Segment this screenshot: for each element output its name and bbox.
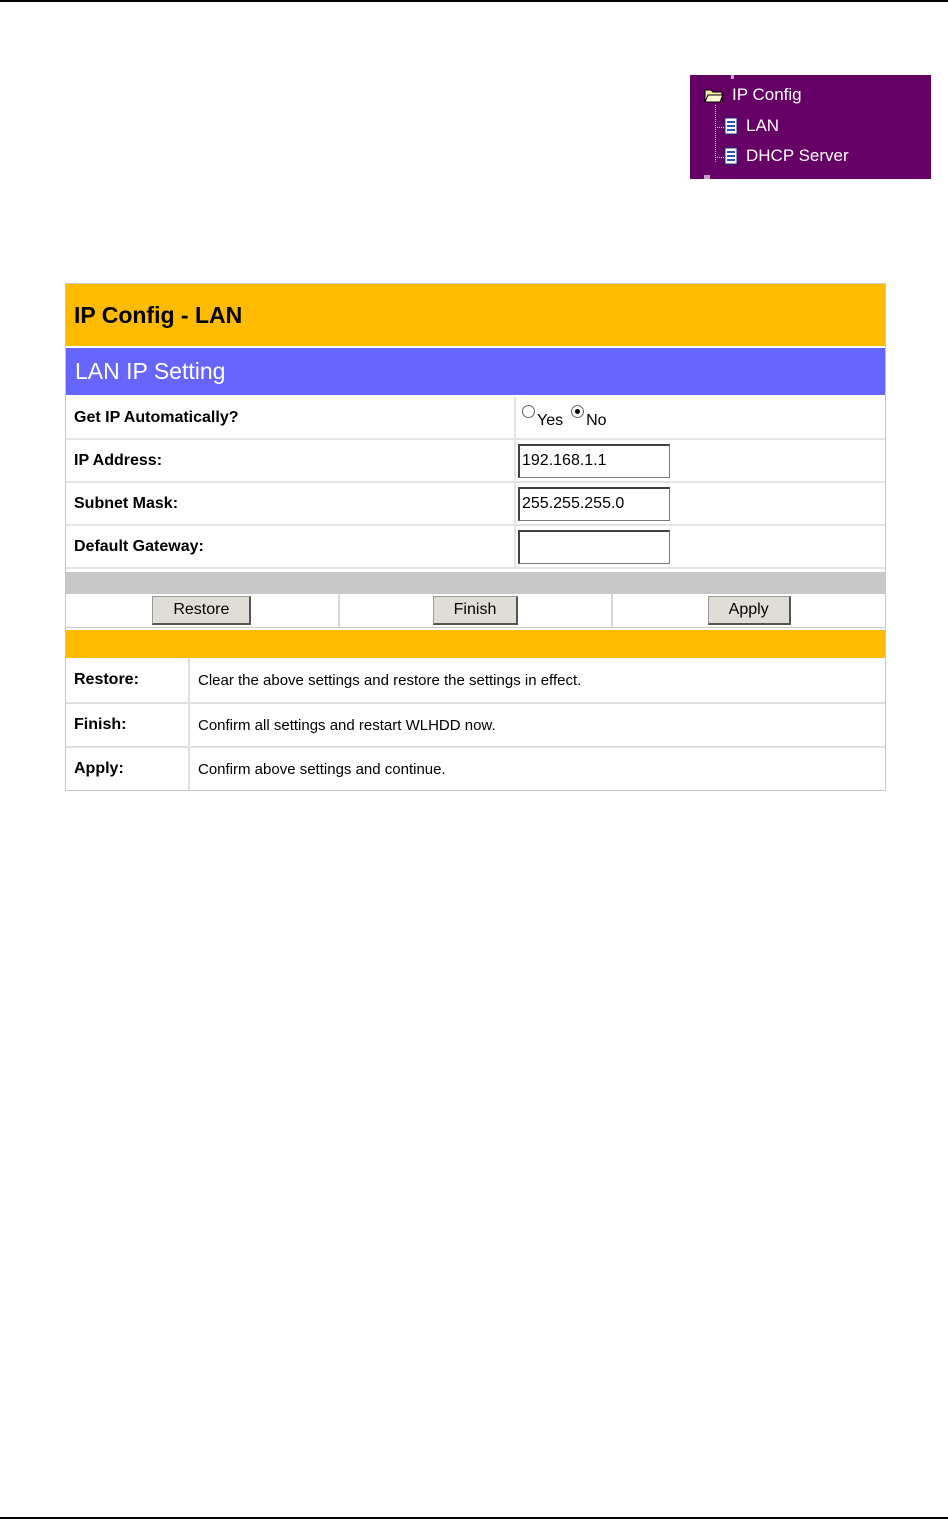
radio-no-label[interactable]: No [586, 412, 607, 429]
row-get-ip-automatically [66, 397, 885, 440]
open-folder-icon [704, 87, 724, 103]
radio-no[interactable] [571, 405, 584, 418]
descriptions-header-bar [66, 630, 885, 658]
ip-address-input[interactable] [518, 444, 670, 478]
tree-top-tick [731, 75, 734, 79]
description-row [66, 702, 885, 746]
field-value [516, 440, 885, 481]
description-text: Confirm all settings and restart WLHDD now. [198, 716, 496, 734]
section-header: LAN IP Setting [66, 348, 885, 397]
top-rule [0, 0, 948, 2]
tree-branch-dhcp [715, 157, 724, 158]
tree-line [715, 105, 716, 162]
field-label: IP Address: [66, 440, 516, 481]
radio-group-get-ip [518, 405, 613, 430]
row-subnet-mask [66, 483, 885, 526]
description-text: Clear the above settings and restore the settings in effect. [198, 671, 582, 689]
description-key: Apply: [66, 748, 190, 790]
finish-button[interactable]: Finish [433, 596, 519, 625]
radio-yes-label[interactable]: Yes [537, 412, 564, 429]
field-value [516, 483, 885, 524]
row-ip-address [66, 440, 885, 483]
description-key: Finish: [66, 704, 190, 746]
subnet-mask-input[interactable] [518, 487, 670, 521]
field-value [516, 526, 885, 567]
nav-item-label: LAN [746, 116, 780, 135]
field-label: Default Gateway: [66, 526, 516, 567]
button-cell [613, 594, 885, 627]
restore-button[interactable]: Restore [152, 596, 251, 625]
tree-bottom-tick [704, 175, 710, 179]
page-title: IP Config - LAN [66, 284, 885, 348]
bottom-rule [0, 1517, 948, 1519]
page-icon [724, 147, 738, 165]
divider-bar [66, 572, 885, 594]
descriptions-table [66, 658, 885, 790]
nav-item-lan[interactable] [724, 116, 779, 136]
nav-folder-ip-config[interactable] [704, 85, 802, 105]
row-default-gateway [66, 526, 885, 569]
apply-button[interactable]: Apply [708, 596, 791, 625]
nav-item-label: DHCP Server [746, 146, 849, 165]
nav-tree-panel [690, 75, 931, 179]
field-value [516, 397, 885, 438]
page-icon [724, 117, 738, 135]
field-label: Subnet Mask: [66, 483, 516, 524]
field-label: Get IP Automatically? [66, 397, 516, 438]
radio-yes[interactable] [522, 405, 535, 418]
button-cell [66, 594, 340, 627]
description-key: Restore: [66, 658, 190, 702]
button-cell [340, 594, 614, 627]
default-gateway-input[interactable] [518, 530, 670, 564]
description-row [66, 746, 885, 790]
action-buttons [66, 594, 885, 628]
ip-config-form [65, 283, 886, 791]
description-row [66, 658, 885, 702]
nav-item-dhcp-server[interactable] [724, 146, 849, 166]
nav-folder-label: IP Config [732, 85, 802, 104]
tree-branch-lan [715, 127, 724, 128]
description-text: Confirm above settings and continue. [198, 760, 446, 778]
